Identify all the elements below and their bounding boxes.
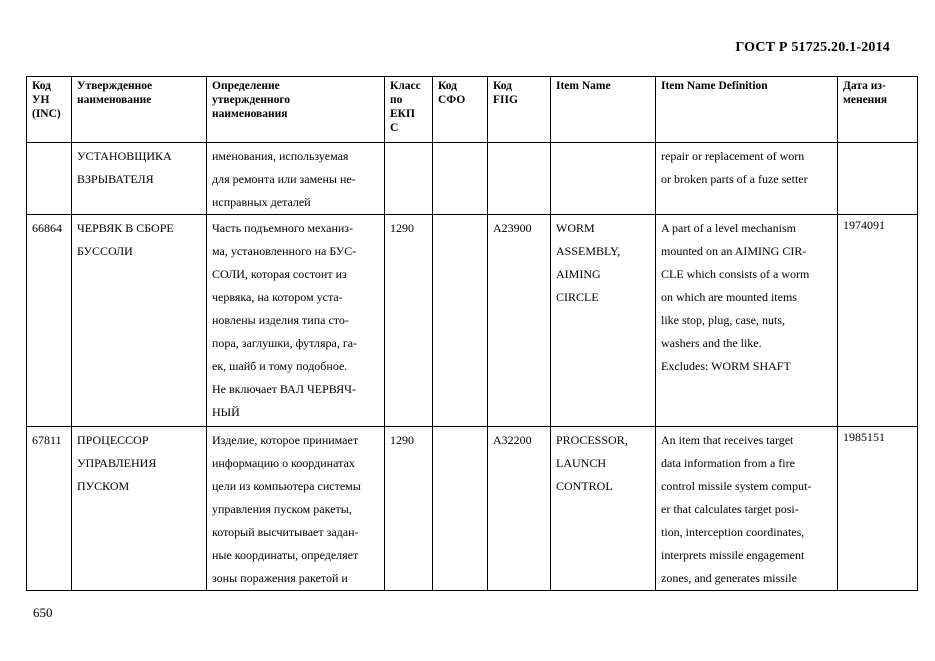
cell-line: zones, and generates missile	[661, 571, 797, 585]
cell-line: ные координаты, определяет	[212, 548, 359, 562]
cell-line: БУССОЛИ	[77, 244, 133, 258]
cell-item-def	[656, 215, 838, 427]
cell-line: УСТАНОВЩИКА	[77, 149, 172, 163]
cell-item-def	[656, 427, 838, 591]
cell-line: PROCESSOR,	[556, 433, 628, 447]
cell-line: CLE which consists of a worm	[661, 267, 810, 281]
cell-fiig	[488, 143, 551, 215]
cell-line: Изделие, которое принимает	[212, 433, 359, 447]
column-header-name: Утвержденное наименование	[72, 77, 207, 143]
cell-line: для ремонта или замены не-	[212, 172, 356, 186]
cell-line: on which are mounted items	[661, 290, 797, 304]
cell-name	[72, 427, 207, 591]
cell-line: repair or replacement of worn	[661, 149, 805, 163]
cell-line: именования, используемая	[212, 149, 349, 163]
cell-line: который высчитывает задан-	[212, 525, 359, 539]
cell-item-name	[551, 215, 656, 427]
cell-line: Excludes: WORM SHAFT	[661, 359, 791, 373]
cell-line: like stop, plug, case, nuts,	[661, 313, 785, 327]
cell-fiig: A23900	[488, 215, 551, 427]
cell-line: Часть подъемного механиз-	[212, 221, 354, 235]
cell-line: ек, шайб и тому подобное.	[212, 359, 348, 373]
cell-definition	[207, 427, 385, 591]
cell-line: ВЗРЫВАТЕЛЯ	[77, 172, 154, 186]
cell-line: data information from a fire	[661, 456, 795, 470]
cell-line: УПРАВЛЕНИЯ	[77, 456, 157, 470]
cell-line: ПУСКОМ	[77, 479, 130, 493]
table-header-row	[27, 77, 918, 143]
cell-line: информацию о координатах	[212, 456, 355, 470]
cell-sfo	[433, 143, 488, 215]
cell-line: interprets missile engagement	[661, 548, 805, 562]
document-code: ГОСТ Р 51725.20.1-2014	[735, 40, 890, 55]
cell-line: A part of a level mechanism	[661, 221, 796, 235]
cell-definition	[207, 143, 385, 215]
cell-line: исправных деталей	[212, 195, 311, 209]
cell-item-name	[551, 427, 656, 591]
cell-line: СОЛИ, которая состоит из	[212, 267, 347, 281]
column-header-date: Дата из- менения	[838, 77, 918, 143]
cell-date: 1985151	[838, 427, 918, 591]
column-header-item-name: Item Name	[551, 77, 656, 143]
cell-date: 1974091	[838, 215, 918, 427]
column-header-class: Класс по ЕКП С	[385, 77, 433, 143]
cell-line: ма, установленного на БУС-	[212, 244, 357, 258]
cell-line: Не включает ВАЛ ЧЕРВЯЧ-	[212, 382, 356, 396]
cell-line: LAUNCH	[556, 456, 606, 470]
table-row	[27, 143, 918, 215]
column-header-item-def: Item Name Definition	[656, 77, 838, 143]
table-body	[27, 143, 918, 591]
cell-name	[72, 143, 207, 215]
catalog-table	[26, 76, 918, 591]
cell-fiig: A32200	[488, 427, 551, 591]
cell-line: CONTROL	[556, 479, 613, 493]
cell-line: НЫЙ	[212, 405, 240, 419]
cell-inc	[27, 143, 72, 215]
cell-item-def	[656, 143, 838, 215]
cell-class: 1290	[385, 427, 433, 591]
cell-line: AIMING	[556, 267, 601, 281]
cell-name	[72, 215, 207, 427]
column-header-sfo: Код СФО	[433, 77, 488, 143]
cell-line: tion, interception coordinates,	[661, 525, 805, 539]
cell-line: An item that receives target	[661, 433, 794, 447]
cell-inc: 66864	[27, 215, 72, 427]
cell-definition	[207, 215, 385, 427]
cell-sfo	[433, 427, 488, 591]
page-number: 650	[33, 605, 53, 620]
cell-line: er that calculates target posi-	[661, 502, 799, 516]
cell-line: washers and the like.	[661, 336, 762, 350]
cell-line: control missile system comput-	[661, 479, 812, 493]
column-header-fiig: Код FIIG	[488, 77, 551, 143]
cell-line: червяка, на котором уста-	[212, 290, 343, 304]
cell-line: пора, заглушки, футляра, га-	[212, 336, 358, 350]
cell-class	[385, 143, 433, 215]
cell-sfo	[433, 215, 488, 427]
column-header-inc: Код УН (INC)	[27, 77, 72, 143]
cell-date	[838, 143, 918, 215]
cell-line: WORM	[556, 221, 595, 235]
cell-line: управления пуском ракеты,	[212, 502, 352, 516]
cell-class: 1290	[385, 215, 433, 427]
cell-line: CIRCLE	[556, 290, 599, 304]
cell-line: or broken parts of a fuze setter	[661, 172, 808, 186]
cell-line: mounted on an AIMING CIR-	[661, 244, 807, 258]
cell-line: новлены изделия типа сто-	[212, 313, 349, 327]
column-header-definition: Определение утвержденного наименования	[207, 77, 385, 143]
table-row	[27, 215, 918, 427]
table-row	[27, 427, 918, 591]
cell-line: зоны поражения ракетой и	[212, 571, 348, 585]
cell-item-name	[551, 143, 656, 215]
cell-line: ASSEMBLY,	[556, 244, 621, 258]
cell-line: ЧЕРВЯК В СБОРЕ	[77, 221, 174, 235]
cell-inc: 67811	[27, 427, 72, 591]
cell-line: ПРОЦЕССОР	[77, 433, 149, 447]
cell-line: цели из компьютера системы	[212, 479, 361, 493]
